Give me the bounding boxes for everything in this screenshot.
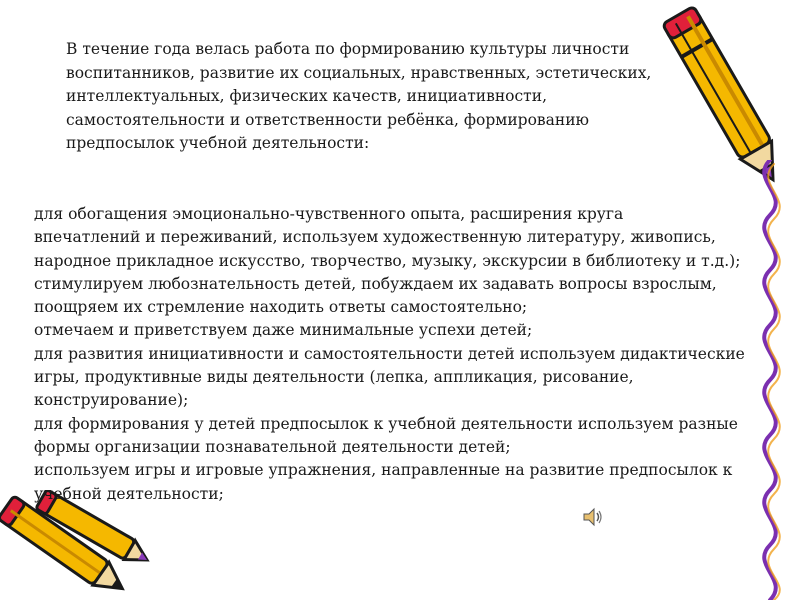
body-line: учебной деятельности;	[34, 484, 224, 503]
body-line: отмечаем и приветствуем даже минимальные успехи детей;	[34, 321, 533, 340]
intro-line: В течение года велась работа по формированию культуры личности	[66, 40, 630, 58]
body-line: впечатлений и переживаний, используем художественную литературу, живопись,	[34, 228, 716, 247]
body-line: для обогащения эмоционально-чувственного опыта, расширения круга	[34, 205, 624, 223]
body-line: конструирование);	[34, 391, 189, 410]
body-line: народное прикладное искусство, творчество, музыку, экскурсии в библиотеку и т.д.);	[34, 251, 741, 270]
intro-line: интеллектуальных, физических качеств, инициативности,	[66, 87, 548, 106]
body-line: игры, продуктивные виды деятельности (лепка, аппликация, рисование,	[34, 368, 634, 387]
body-line: формы организации познавательной деятельности детей;	[34, 437, 511, 456]
pencils-left-icon	[0, 490, 160, 600]
sound-speaker-icon[interactable]	[581, 505, 605, 529]
intro-line: предпосылок учебной деятельности:	[66, 134, 370, 153]
body-line: стимулируем любознательность детей, побуждаем их задавать вопросы взрослым,	[34, 274, 717, 293]
intro-line: воспитанников, развитие их социальных, нравственных, эстетических,	[66, 63, 652, 82]
body-line: поощряем их стремление находить ответы самостоятельно;	[34, 298, 528, 317]
intro-line: самостоятельности и ответственности ребёнка, формированию	[66, 110, 590, 129]
intro-paragraph	[66, 38, 676, 156]
body-line: используем игры и игровые упражнения, направленные на развитие предпосылок к	[34, 461, 733, 480]
body-line: для формирования у детей предпосылок к учебной деятельности используем разные	[34, 414, 738, 433]
body-text	[34, 203, 780, 506]
body-line: для развития инициативности и самостоятельности детей используем дидактические	[34, 344, 745, 363]
